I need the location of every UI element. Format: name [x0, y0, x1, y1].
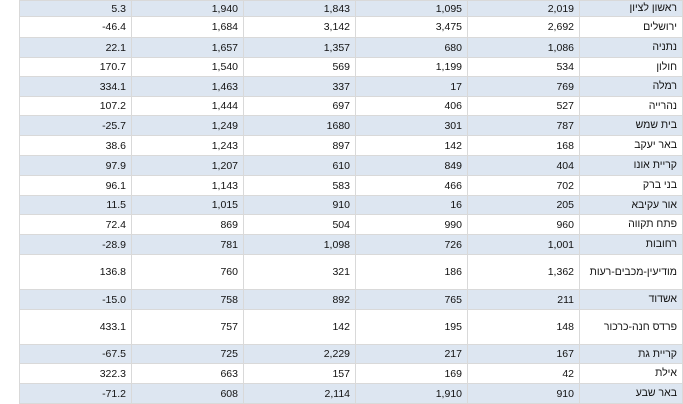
- value-cell-4: 17: [356, 77, 468, 97]
- city-name-cell: רחובות: [580, 235, 683, 255]
- value-cell-3: 2,229: [244, 345, 356, 364]
- city-name-cell: בית שמש: [580, 116, 683, 136]
- value-cell-5: 1,362: [468, 255, 580, 290]
- table-row: [20, 215, 683, 235]
- value-cell-2: 663: [132, 364, 244, 384]
- value-cell-2: 781: [132, 235, 244, 255]
- value-cell-3: 583: [244, 176, 356, 196]
- table-row: [20, 255, 683, 290]
- value-cell-4: 726: [356, 235, 468, 255]
- value-cell-5: 42: [468, 364, 580, 384]
- change-cell: -46.4: [20, 17, 132, 38]
- value-cell-3: 897: [244, 136, 356, 156]
- value-cell-5: 910: [468, 384, 580, 404]
- change-cell: 5.3: [20, 1, 132, 17]
- city-name-cell: אשדוד: [580, 290, 683, 310]
- table-row: [20, 176, 683, 196]
- change-cell: 433.1: [20, 310, 132, 345]
- value-cell-3: 697: [244, 97, 356, 116]
- value-cell-4: 990: [356, 215, 468, 235]
- value-cell-3: 1,098: [244, 235, 356, 255]
- city-name-cell: פרדס חנה-כרכור: [580, 310, 683, 345]
- value-cell-3: 337: [244, 77, 356, 97]
- value-cell-2: 757: [132, 310, 244, 345]
- value-cell-3: 610: [244, 156, 356, 176]
- table-row: [20, 77, 683, 97]
- value-cell-5: 211: [468, 290, 580, 310]
- change-cell: 334.1: [20, 77, 132, 97]
- value-cell-5: 1,086: [468, 38, 580, 58]
- value-cell-5: 527: [468, 97, 580, 116]
- value-cell-2: 725: [132, 345, 244, 364]
- change-cell: -15.0: [20, 290, 132, 310]
- value-cell-5: 2,692: [468, 17, 580, 38]
- value-cell-3: 1,357: [244, 38, 356, 58]
- value-cell-5: 168: [468, 136, 580, 156]
- value-cell-3: 892: [244, 290, 356, 310]
- value-cell-4: 301: [356, 116, 468, 136]
- value-cell-5: 1,001: [468, 235, 580, 255]
- value-cell-5: 148: [468, 310, 580, 345]
- change-cell: 170.7: [20, 58, 132, 77]
- value-cell-2: 608: [132, 384, 244, 404]
- table-row: [20, 116, 683, 136]
- value-cell-3: 321: [244, 255, 356, 290]
- change-cell: 72.4: [20, 215, 132, 235]
- value-cell-4: 406: [356, 97, 468, 116]
- value-cell-3: 3,142: [244, 17, 356, 38]
- city-name-cell: קריית אונו: [580, 156, 683, 176]
- value-cell-4: 1,910: [356, 384, 468, 404]
- value-cell-3: 910: [244, 196, 356, 215]
- value-cell-4: 849: [356, 156, 468, 176]
- value-cell-4: 3,475: [356, 17, 468, 38]
- table-row: [20, 345, 683, 364]
- table-row: [20, 290, 683, 310]
- change-cell: 136.8: [20, 255, 132, 290]
- value-cell-2: 760: [132, 255, 244, 290]
- value-cell-4: 169: [356, 364, 468, 384]
- value-cell-4: 1,095: [356, 1, 468, 17]
- city-name-cell: נהרייה: [580, 97, 683, 116]
- value-cell-4: 765: [356, 290, 468, 310]
- value-cell-2: 1,540: [132, 58, 244, 77]
- value-cell-5: 205: [468, 196, 580, 215]
- table-row: [20, 384, 683, 404]
- value-cell-3: 1,843: [244, 1, 356, 17]
- table-body: [20, 1, 683, 404]
- table-row: [20, 97, 683, 116]
- table-row: [20, 310, 683, 345]
- value-cell-5: 702: [468, 176, 580, 196]
- value-cell-2: 1,249: [132, 116, 244, 136]
- value-cell-4: 466: [356, 176, 468, 196]
- value-cell-5: 2,019: [468, 1, 580, 17]
- value-cell-5: 769: [468, 77, 580, 97]
- value-cell-2: 1,207: [132, 156, 244, 176]
- city-name-cell: ירושלים: [580, 17, 683, 38]
- value-cell-4: 195: [356, 310, 468, 345]
- value-cell-2: 1,684: [132, 17, 244, 38]
- city-name-cell: נתניה: [580, 38, 683, 58]
- value-cell-5: 404: [468, 156, 580, 176]
- change-cell: 96.1: [20, 176, 132, 196]
- data-table: [19, 0, 683, 404]
- value-cell-3: 504: [244, 215, 356, 235]
- value-cell-2: 1,243: [132, 136, 244, 156]
- city-name-cell: קריית גת: [580, 345, 683, 364]
- table-row: [20, 58, 683, 77]
- change-cell: 11.5: [20, 196, 132, 215]
- change-cell: 107.2: [20, 97, 132, 116]
- value-cell-2: 869: [132, 215, 244, 235]
- table-row: [20, 17, 683, 38]
- city-name-cell: ראשון לציון: [580, 1, 683, 17]
- change-cell: 22.1: [20, 38, 132, 58]
- change-cell: -67.5: [20, 345, 132, 364]
- value-cell-5: 534: [468, 58, 580, 77]
- city-name-cell: אור עקיבא: [580, 196, 683, 215]
- table-row: [20, 235, 683, 255]
- city-name-cell: באר שבע: [580, 384, 683, 404]
- table-row: [20, 196, 683, 215]
- value-cell-2: 1,444: [132, 97, 244, 116]
- value-cell-2: 758: [132, 290, 244, 310]
- value-cell-4: 186: [356, 255, 468, 290]
- value-cell-4: 680: [356, 38, 468, 58]
- table-row: [20, 156, 683, 176]
- table-row: [20, 38, 683, 58]
- city-name-cell: חולון: [580, 58, 683, 77]
- change-cell: -71.2: [20, 384, 132, 404]
- city-name-cell: פתח תקווה: [580, 215, 683, 235]
- value-cell-2: 1,657: [132, 38, 244, 58]
- value-cell-2: 1,463: [132, 77, 244, 97]
- value-cell-3: 142: [244, 310, 356, 345]
- value-cell-3: 1680: [244, 116, 356, 136]
- city-name-cell: אילת: [580, 364, 683, 384]
- city-name-cell: רמלה: [580, 77, 683, 97]
- value-cell-2: 1,143: [132, 176, 244, 196]
- change-cell: -25.7: [20, 116, 132, 136]
- city-name-cell: באר יעקב: [580, 136, 683, 156]
- value-cell-5: 167: [468, 345, 580, 364]
- value-cell-2: 1,015: [132, 196, 244, 215]
- change-cell: -28.9: [20, 235, 132, 255]
- city-name-cell: מודיעין-מכבים-רעות: [580, 255, 683, 290]
- change-cell: 322.3: [20, 364, 132, 384]
- value-cell-4: 142: [356, 136, 468, 156]
- value-cell-2: 1,940: [132, 1, 244, 17]
- city-name-cell: בני ברק: [580, 176, 683, 196]
- value-cell-4: 217: [356, 345, 468, 364]
- change-cell: 97.9: [20, 156, 132, 176]
- value-cell-3: 569: [244, 58, 356, 77]
- value-cell-3: 157: [244, 364, 356, 384]
- table-row: [20, 1, 683, 17]
- table-row: [20, 136, 683, 156]
- value-cell-4: 1,199: [356, 58, 468, 77]
- change-cell: 38.6: [20, 136, 132, 156]
- value-cell-4: 16: [356, 196, 468, 215]
- value-cell-5: 960: [468, 215, 580, 235]
- data-table-container: [19, 0, 677, 404]
- value-cell-3: 2,114: [244, 384, 356, 404]
- value-cell-5: 787: [468, 116, 580, 136]
- table-row: [20, 364, 683, 384]
